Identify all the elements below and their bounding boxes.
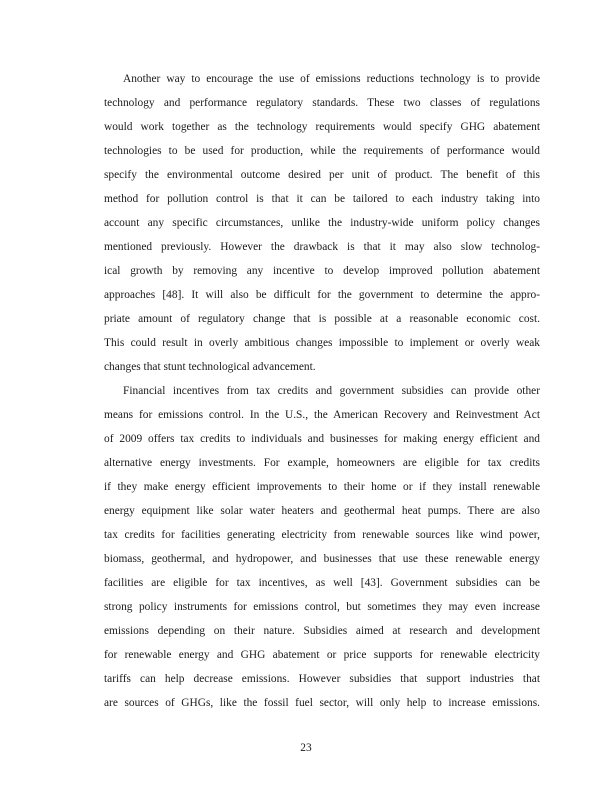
- paragraph-1-line-6: method for pollution control is that it can be tailored to each industry taking into: [104, 193, 540, 205]
- paragraph-2-line-9: facilities are eligible for tax incentives, as well [43]. Government subsidies can be: [104, 577, 540, 589]
- paragraph-2-line-1: Financial incentives from tax credits and government subsidies can provide other: [123, 385, 540, 397]
- paragraph-2-line-7: tax credits for facilities generating electricity from renewable sources like wind power,: [104, 529, 540, 541]
- paragraph-2-line-13: tariffs can help decrease emissions. However subsidies that support industries that: [104, 673, 540, 685]
- paragraph-1-line-10: approaches [48]. It will also be difficult for the government to determine the appro-: [104, 289, 540, 301]
- paragraph-1-line-11: priate amount of regulatory change that is possible at a reasonable economic cost.: [104, 313, 540, 325]
- paragraph-2-line-6: energy equipment like solar water heaters and geothermal heat pumps. There are also: [104, 505, 540, 517]
- page-number: 23: [300, 742, 312, 754]
- paragraph-2-line-8: biomass, geothermal, and hydropower, and businesses that use these renewable energy: [104, 553, 540, 565]
- paragraph-1-line-3: would work together as the technology requirements would specify GHG abatement: [104, 121, 540, 133]
- paragraph-1-line-8: mentioned previously. However the drawback is that it may also slow technolog-: [104, 241, 540, 253]
- paragraph-1-line-7: account any specific circumstances, unlike the industry-wide uniform policy changes: [104, 217, 540, 229]
- paragraph-1-line-12: This could result in overly ambitious changes impossible to implement or overly weak: [104, 337, 540, 349]
- paragraph-2-line-2: means for emissions control. In the U.S., the American Recovery and Reinvestment Act: [104, 409, 540, 421]
- paragraph-2-line-5: if they make energy efficient improvements to their home or if they install renewable: [104, 481, 540, 493]
- paragraph-1-line-9: ical growth by removing any incentive to develop improved pollution abatement: [104, 265, 540, 277]
- paragraph-2-line-10: strong policy instruments for emissions control, but sometimes they may even increase: [104, 601, 540, 613]
- paragraph-1-line-4: technologies to be used for production, while the requirements of performance would: [104, 145, 540, 157]
- paragraph-1-line-1: Another way to encourage the use of emissions reductions technology is to provide: [123, 73, 540, 85]
- paragraph-2-line-4: alternative energy investments. For example, homeowners are eligible for tax credits: [104, 457, 540, 469]
- paragraph-2-line-11: emissions depending on their nature. Subsidies aimed at research and development: [104, 625, 540, 637]
- paragraph-2-line-3: of 2009 offers tax credits to individuals and businesses for making energy efficient and: [104, 433, 540, 445]
- paragraph-2-line-14: are sources of GHGs, like the fossil fuel sector, will only help to increase emissions.: [104, 697, 540, 709]
- paragraph-1-line-13: changes that stunt technological advancement.: [104, 361, 316, 373]
- paragraph-1-line-2: technology and performance regulatory standards. These two classes of regulations: [104, 97, 540, 109]
- paragraph-1-line-5: specify the environmental outcome desired per unit of product. The benefit of this: [104, 169, 540, 181]
- paragraph-2-line-12: for renewable energy and GHG abatement or price supports for renewable electricity: [104, 649, 540, 661]
- body-text: [104, 67, 540, 715]
